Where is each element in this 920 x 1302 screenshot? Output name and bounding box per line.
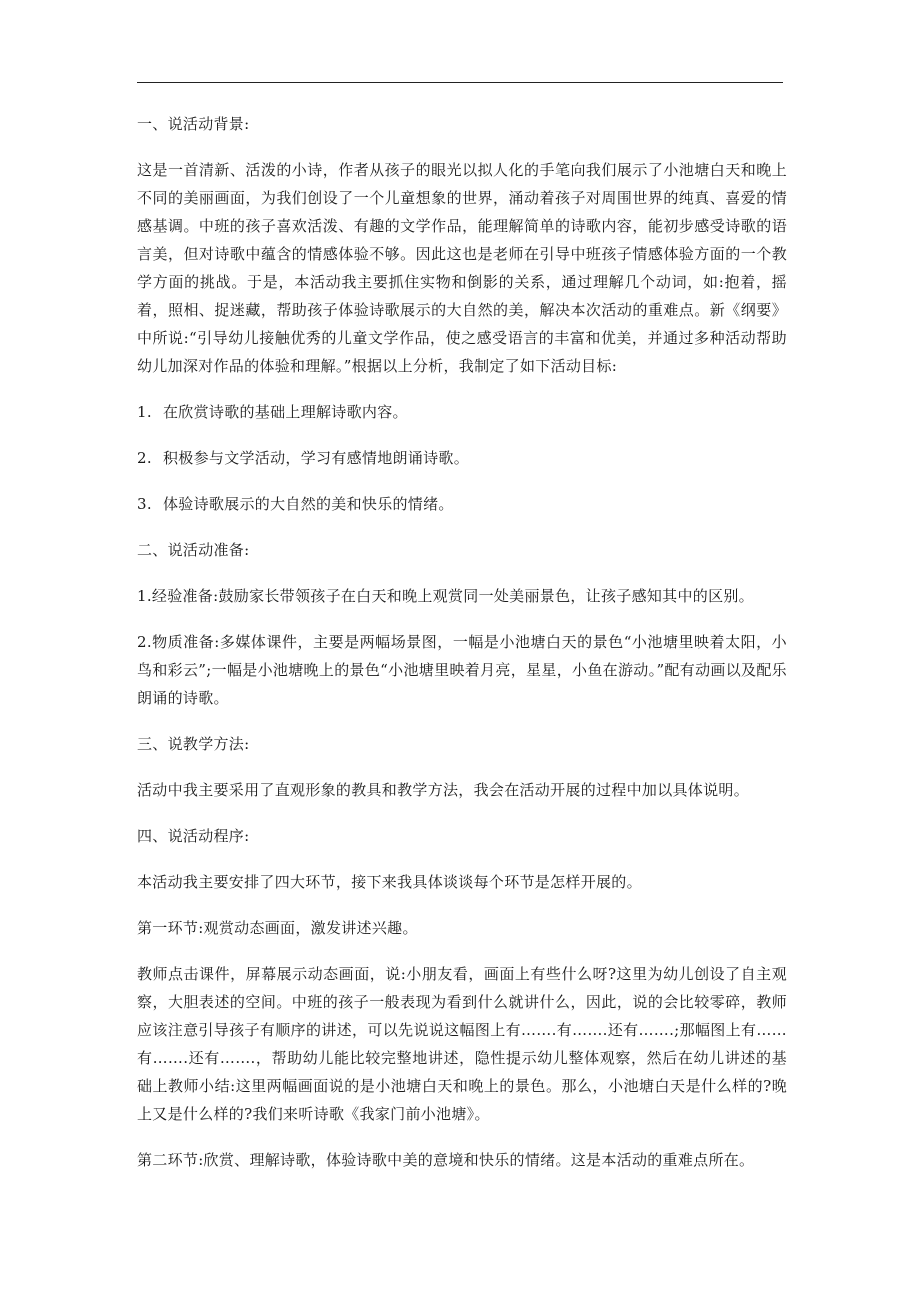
goal-number: 1.	[137, 403, 152, 421]
paragraph-background: 这是一首清新、活泼的小诗，作者从孩子的眼光以拟人化的手笔向我们展示了小池塘白天和晚上不同的美丽画面，为我们创设了一个儿童想象的世界，涌动着孩子对周围世界的纯真、喜爱的情感基调。中班的孩子喜欢活泼、有趣的文学作品，能理解简单的诗歌内容，能初步感受诗歌的语言美，但对诗歌中蕴含的情感体验不够。因此这也是老师在引导中班孩子情感体验方面的一个教学方面的挑战。于是，本活动我主要抓住实物和倒影的关系，通过理解几个动词，如:抱着，摇着，照相、捉迷藏，帮助孩子体验诗歌展示的大自然的美，解决本次活动的重难点。新《纲要》中所说:“引导幼儿接触优秀的儿童文学作品，使之感受语言的丰富和优美，并通过多种活动帮助幼儿加深对作品的体验和理解。”根据以上分析，我制定了如下活动目标:	[137, 161, 787, 375]
goal-item	[137, 444, 787, 472]
document-body	[137, 110, 787, 1192]
section-heading-program: 四、说活动程序:	[137, 827, 250, 845]
goal-item	[137, 398, 787, 426]
step2-title: 第二环节:欣赏、理解诗歌，体验诗歌中美的意境和快乐的情绪。这是本活动的重难点所在。	[137, 1151, 755, 1169]
goal-number: 3.	[137, 495, 152, 513]
paragraph-method: 活动中我主要采用了直观形象的教具和教学方法，我会在活动开展的过程中加以具体说明。	[137, 781, 750, 799]
goal-number: 2.	[137, 449, 152, 467]
section-heading-background: 一、说活动背景:	[137, 115, 250, 133]
goal-item	[137, 490, 787, 518]
paragraph-experience-prep: 1.经验准备:鼓励家长带领孩子在白天和晚上观赏同一处美丽景色，让孩子感知其中的区别。	[137, 587, 754, 605]
section-heading-method: 三、说教学方法:	[137, 735, 250, 753]
paragraph-material-prep: 2.物质准备:多媒体课件，主要是两幅场景图，一幅是小池塘白天的景色“小池塘里映着太阳，小鸟和彩云”;一幅是小池塘晚上的景色“小池塘里映着月亮，星星，小鱼在游动。”配有动画以及配乐朗诵的诗歌。	[137, 633, 787, 707]
goal-text: 体验诗歌展示的大自然的美和快乐的情绪。	[163, 495, 454, 513]
goal-text: 积极参与文学活动，学习有感情地朗诵诗歌。	[163, 449, 470, 467]
goal-text: 在欣赏诗歌的基础上理解诗歌内容。	[163, 403, 408, 421]
top-rule	[137, 82, 783, 83]
section-heading-preparation: 二、说活动准备:	[137, 541, 250, 559]
paragraph-program: 本活动我主要安排了四大环节，接下来我具体谈谈每个环节是怎样开展的。	[137, 873, 642, 891]
step1-title: 第一环节:观赏动态画面，激发讲述兴趣。	[137, 919, 418, 937]
paragraph-step1: 教师点击课件，屏幕展示动态画面，说:小朋友看，画面上有些什么呀?这里为幼儿创设了自主观察，大胆表述的空间。中班的孩子一般表现为看到什么就讲什么，因此，说的会比较零碎，教师应该注意引导孩子有顺序的讲述，可以先说说这幅图上有…….有…….还有…….;那幅图上有……有…….还有…….，帮助幼儿能比较完整地讲述，隐性提示幼儿整体观察，然后在幼儿讲述的基础上教师小结:这里两幅画面说的是小池塘白天和晚上的景色。那么，小池塘白天是什么样的?晚上又是什么样的?我们来听诗歌《我家门前小池塘》。	[137, 965, 787, 1123]
